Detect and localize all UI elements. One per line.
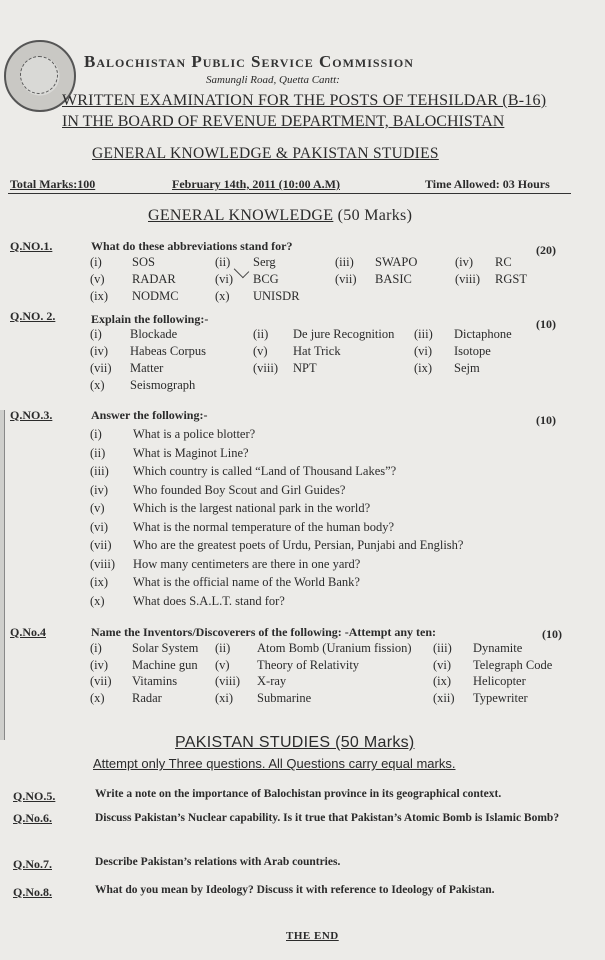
q1-item-number: (iii) xyxy=(335,255,354,269)
q3-item-text: Who are the greatest poets of Urdu, Persian, Punjabi and English? xyxy=(133,538,464,552)
q4-item-number: (viii) xyxy=(215,674,240,688)
org-address: Samungli Road, Quetta Cantt: xyxy=(206,74,340,86)
q4-item-number: (i) xyxy=(90,641,102,655)
q4-item-number: (vi) xyxy=(433,657,452,672)
q2-item-number: (v) xyxy=(253,344,268,358)
q4-item-text: Dynamite xyxy=(473,641,523,655)
q3-item-number: (ii) xyxy=(90,445,106,460)
q1-item-text: Serg xyxy=(253,255,276,269)
q6-text: Discuss Pakistan’s Nuclear capability. Is it true that Pakistan’s Atomic Bomb is Islamic Bomb? xyxy=(95,812,560,824)
q1-item-text: NODMC xyxy=(132,289,179,303)
q4-item-number: (vii) xyxy=(90,674,112,688)
q2-item-text: NPT xyxy=(293,361,317,375)
q2-item-text: Dictaphone xyxy=(454,327,512,341)
q3-item-number: (i) xyxy=(90,427,102,441)
q8-number: Q.No.8. xyxy=(13,885,52,899)
q1-text: What do these abbreviations stand for? xyxy=(91,239,293,253)
q4-item-text: Radar xyxy=(132,690,162,705)
q4-item-number: (x) xyxy=(90,690,105,705)
q4-item-number: (iii) xyxy=(433,641,452,655)
q2-item-number: (viii) xyxy=(253,361,278,375)
page-binding-edge xyxy=(0,410,5,740)
q4-item-text: X-ray xyxy=(257,674,287,688)
q2-item-text: Blockade xyxy=(130,327,178,341)
q3-item-text: What is the normal temperature of the human body? xyxy=(133,519,395,534)
q3-item-text: What is a police blotter? xyxy=(133,427,256,441)
q3-marks: (10) xyxy=(536,413,556,427)
q1-marks: (20) xyxy=(536,243,556,257)
q2-item-number: (iv) xyxy=(90,344,109,358)
q3-item-number: (viii) xyxy=(90,556,115,571)
org-name: Balochistan Public Service Commission xyxy=(84,52,414,71)
q1-item-text: BCG xyxy=(253,272,279,286)
q3-item-text: What is Maginot Line? xyxy=(133,445,249,460)
q3-item-text: What is the official name of the World Bank? xyxy=(133,575,360,589)
q4-marks: (10) xyxy=(542,627,562,641)
q3-number: Q.NO.3. xyxy=(10,408,53,422)
gk-title: GENERAL KNOWLEDGE xyxy=(148,207,334,224)
q4-item-text: Atom Bomb (Uranium fission) xyxy=(257,641,412,655)
q1-item-number: (ix) xyxy=(90,289,109,303)
q3-item-text: How many centimeters are there in one yard? xyxy=(133,556,361,571)
q1-item-text: RADAR xyxy=(132,272,176,286)
q4-item-number: (ii) xyxy=(215,641,231,655)
q2-item-text: Habeas Corpus xyxy=(130,344,207,358)
time-allowed: Time Allowed: 03 Hours xyxy=(425,177,550,191)
q2-item-number: (x) xyxy=(90,378,105,392)
q2-item-number: (i) xyxy=(90,327,102,341)
q4-item-number: (xi) xyxy=(215,690,234,705)
q4-item-text: Theory of Relativity xyxy=(257,657,360,672)
header-rule xyxy=(8,193,571,194)
q4-item-text: Telegraph Code xyxy=(473,657,553,672)
q2-item-text: De jure Recognition xyxy=(293,327,395,341)
q4-item-number: (ix) xyxy=(433,674,452,688)
subject-title: GENERAL KNOWLEDGE & PAKISTAN STUDIES xyxy=(92,145,439,162)
q4-item-text: Machine gun xyxy=(132,657,198,672)
q3-item-number: (ix) xyxy=(90,575,109,589)
total-marks: Total Marks:100 xyxy=(10,177,96,191)
q4-item-text: Vitamins xyxy=(132,674,178,688)
q3-item-number: (vii) xyxy=(90,538,112,552)
q3-text: Answer the following:- xyxy=(91,408,208,422)
q2-text: Explain the following:- xyxy=(91,312,209,326)
q1-item-number: (v) xyxy=(90,272,105,286)
q1-item-number: (vi) xyxy=(215,272,234,286)
q2-number: Q.NO. 2. xyxy=(10,309,56,323)
q3-item-number: (iii) xyxy=(90,464,109,478)
gk-marks: (50 Marks) xyxy=(337,207,413,224)
q4-item-number: (v) xyxy=(215,657,230,672)
q3-item-number: (iv) xyxy=(90,482,109,497)
q2-item-text: Hat Trick xyxy=(293,344,341,358)
q3-item-number: (x) xyxy=(90,593,105,608)
q1-number: Q.NO.1. xyxy=(10,239,53,253)
q3-item-number: (vi) xyxy=(90,519,109,534)
q1-item-text: SWAPO xyxy=(375,255,418,269)
q1-item-text: SOS xyxy=(132,255,155,269)
q2-item-text: Sejm xyxy=(454,361,480,375)
q2-item-text: Matter xyxy=(130,361,164,375)
q4-item-text: Submarine xyxy=(257,690,312,705)
q1-item-text: RGST xyxy=(495,272,527,286)
q2-item-text: Seismograph xyxy=(130,378,196,392)
q2-item-text: Isotope xyxy=(454,344,491,358)
q2-item-number: (ix) xyxy=(414,361,433,375)
q1-item-number: (iv) xyxy=(455,255,474,269)
q5-text: Write a note on the importance of Balochistan province in its geographical context. xyxy=(95,788,502,800)
q7-number: Q.No.7. xyxy=(13,857,52,871)
q4-item-number: (iv) xyxy=(90,657,109,672)
q3-item-text: Which country is called “Land of Thousand Lakes”? xyxy=(133,464,397,478)
exam-title-line2: IN THE BOARD OF REVENUE DEPARTMENT, BALOCHISTAN xyxy=(62,113,505,130)
ps-section-title: PAKISTAN STUDIES (50 Marks) xyxy=(175,734,415,751)
q4-item-text: Solar System xyxy=(132,641,199,655)
the-end: THE END xyxy=(286,930,339,942)
q2-item-number: (vi) xyxy=(414,344,433,358)
ps-instruction: Attempt only Three questions. All Questions carry equal marks. xyxy=(93,756,456,771)
check-mark xyxy=(234,263,250,279)
exam-date: February 14th, 2011 (10:00 A.M) xyxy=(172,177,340,191)
q3-item-text: Which is the largest national park in the world? xyxy=(133,501,371,515)
q1-item-number: (i) xyxy=(90,255,102,269)
q2-marks: (10) xyxy=(536,317,556,331)
q1-item-text: RC xyxy=(495,255,512,269)
q2-item-number: (vii) xyxy=(90,361,112,375)
q4-item-number: (xii) xyxy=(433,690,455,705)
q1-item-text: BASIC xyxy=(375,272,412,286)
q4-item-text: Helicopter xyxy=(473,674,526,688)
q3-item-text: Who founded Boy Scout and Girl Guides? xyxy=(133,482,346,497)
q3-item-text: What does S.A.L.T. stand for? xyxy=(133,593,285,608)
q3-item-number: (v) xyxy=(90,501,105,515)
q1-item-number: (x) xyxy=(215,289,230,303)
q5-number: Q.NO.5. xyxy=(13,789,56,803)
q1-item-number: (viii) xyxy=(455,272,480,286)
q1-item-text: UNISDR xyxy=(253,289,300,303)
q8-text: What do you mean by Ideology? Discuss it with reference to Ideology of Pakistan. xyxy=(95,884,495,896)
q6-number: Q.No.6. xyxy=(13,811,52,825)
q1-item-number: (vii) xyxy=(335,272,357,286)
exam-title-line1: WRITTEN EXAMINATION FOR THE POSTS OF TEHSILDAR (B-16) xyxy=(62,92,547,109)
q4-number: Q.No.4 xyxy=(10,625,46,639)
gk-section-title xyxy=(148,207,412,225)
q1-item-number: (ii) xyxy=(215,255,231,269)
q4-item-text: Typewriter xyxy=(473,690,528,705)
q2-item-number: (iii) xyxy=(414,327,433,341)
q7-text: Describe Pakistan’s relations with Arab countries. xyxy=(95,856,341,868)
q4-text: Name the Inventors/Discoverers of the following: -Attempt any ten: xyxy=(91,625,437,639)
q2-item-number: (ii) xyxy=(253,327,269,341)
